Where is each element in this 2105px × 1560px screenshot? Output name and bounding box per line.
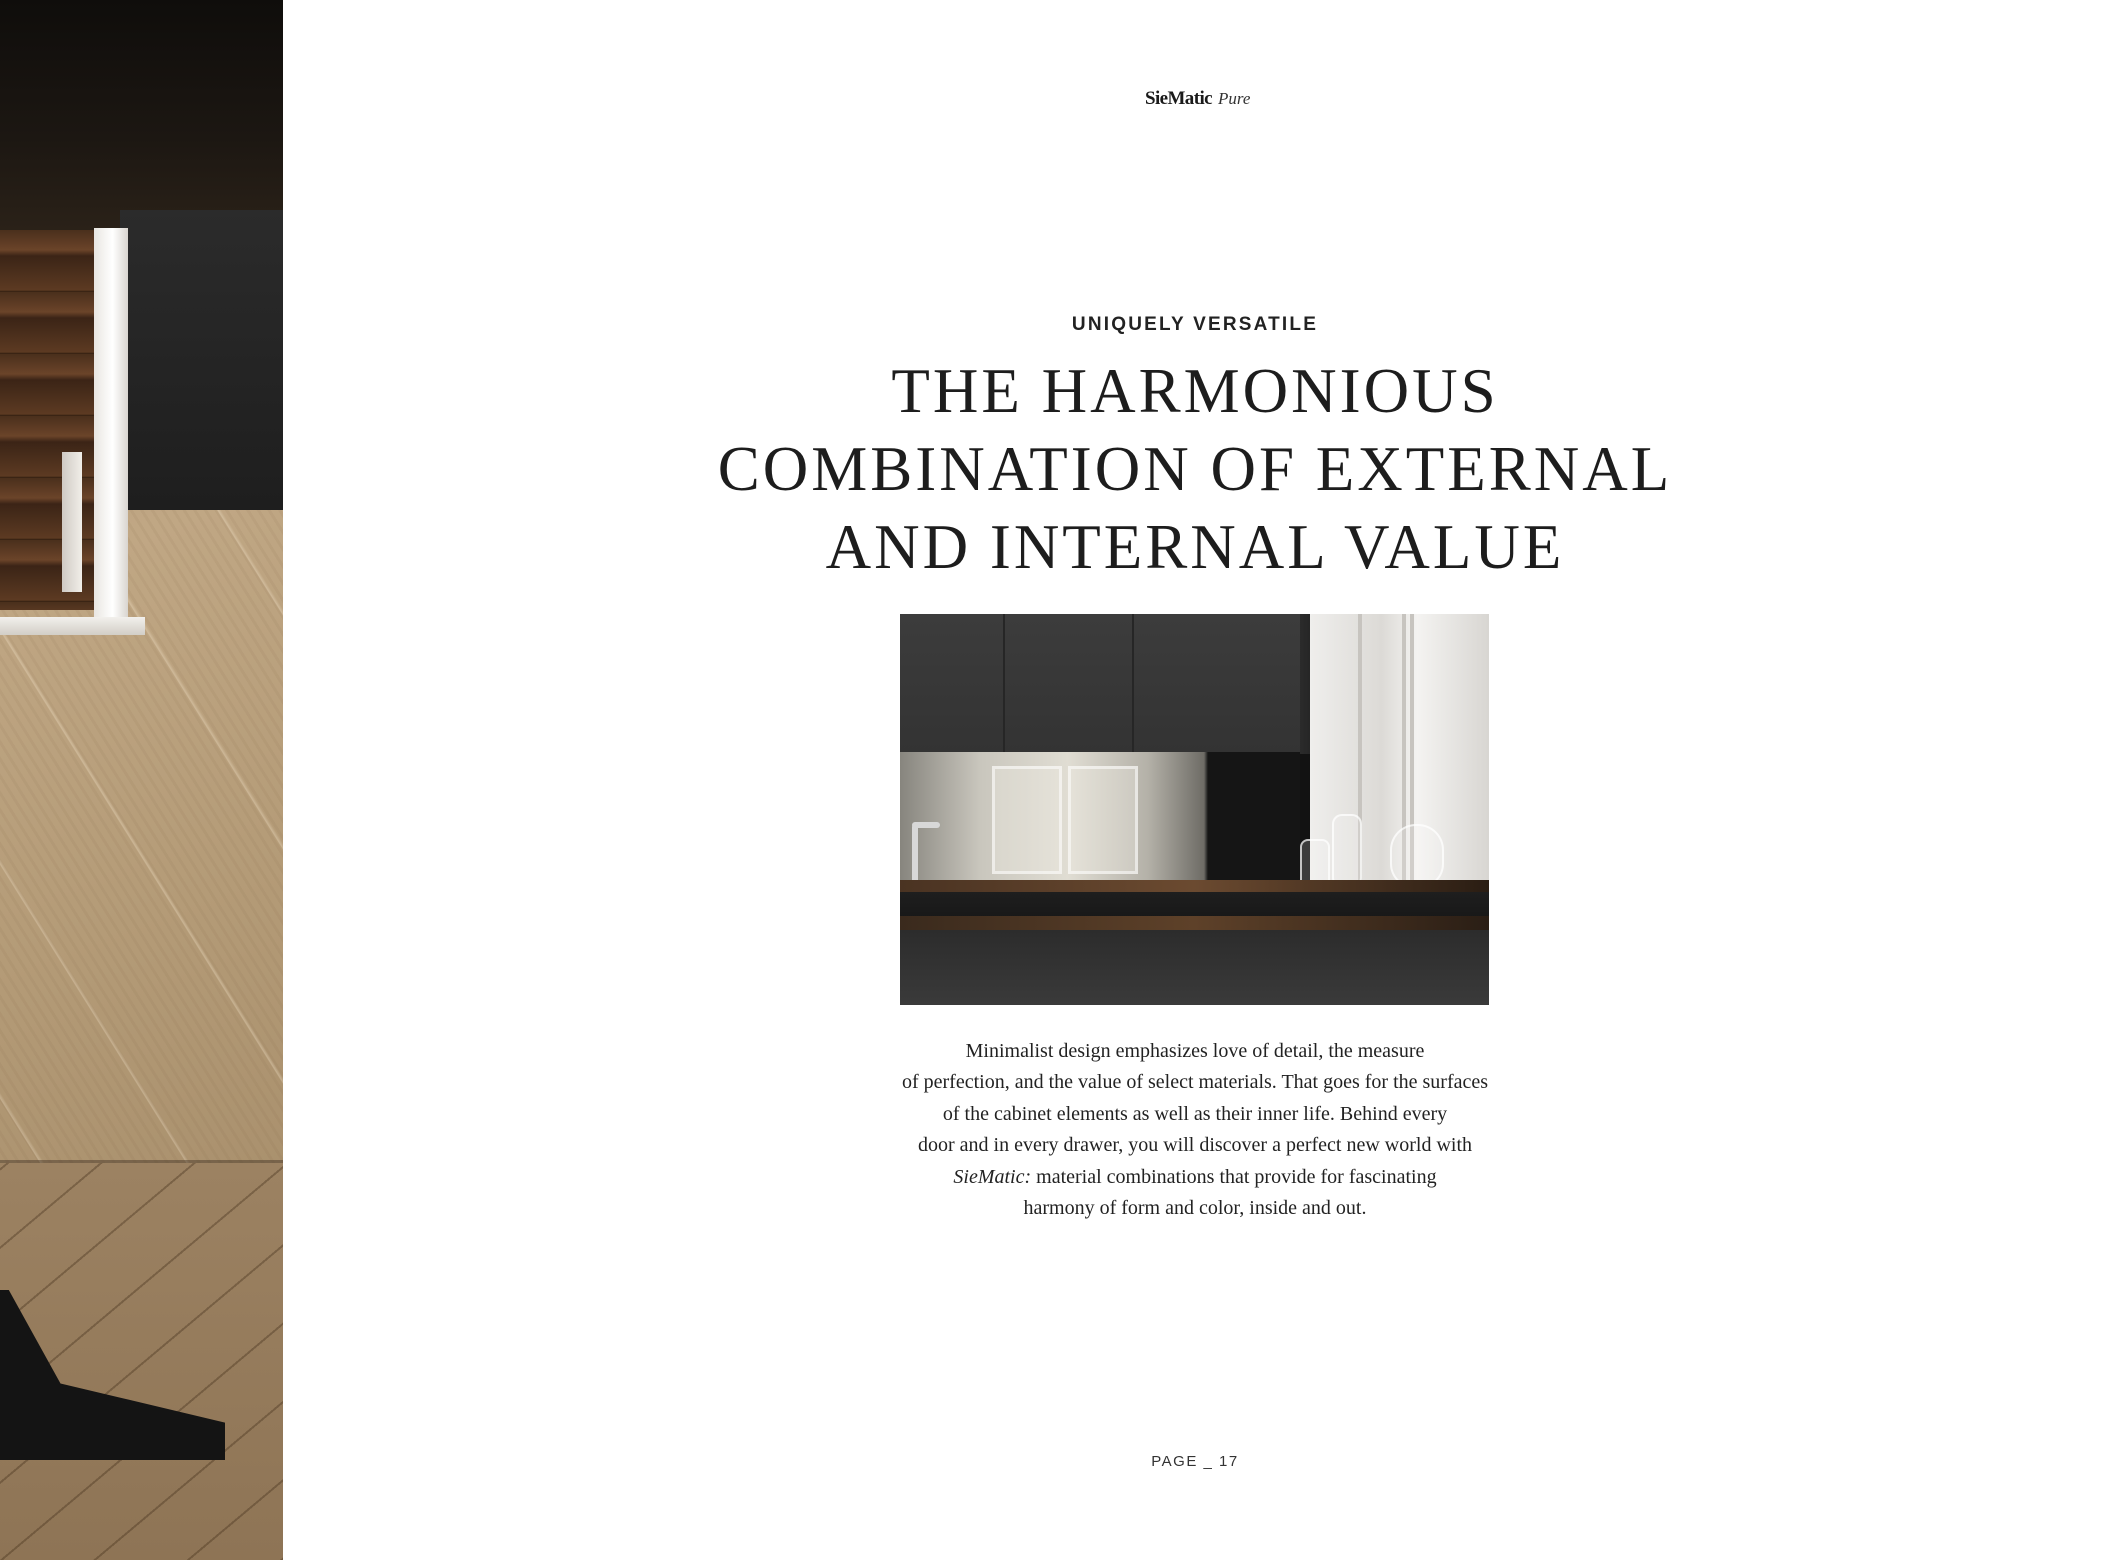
- headline-line-1: THE HARMONIOUS: [891, 356, 1499, 426]
- photo-drawer-base: [0, 617, 145, 635]
- photo-upper-cabinets: [900, 614, 1300, 752]
- photo-island-top: [900, 916, 1489, 930]
- body-brand-mention: SieMatic:: [953, 1165, 1032, 1188]
- photo-carafe: [1390, 824, 1444, 888]
- brand-logo: SieMatic: [1145, 88, 1212, 109]
- kitchen-photo: [900, 614, 1489, 1005]
- photo-decanter-2: [1332, 814, 1362, 886]
- body-line-2: of perfection, and the value of select materials. That goes for the surfaces: [901, 1071, 1489, 1094]
- photo-back-counter-top: [900, 880, 1489, 892]
- photo-dark-background: [0, 0, 283, 230]
- body-line-3: of the cabinet elements as well as their inner life. Behind every: [942, 1102, 1448, 1125]
- photo-island-front: [900, 930, 1489, 1005]
- page-number: PAGE _ 17: [1151, 1453, 1239, 1470]
- section-kicker: UNIQUELY VERSATILE: [1071, 314, 1319, 335]
- photo-cabinet: [120, 210, 283, 510]
- headline-line-2: COMBINATION OF EXTERNAL: [717, 434, 1673, 504]
- photo-faucet: [912, 824, 918, 884]
- photo-drawer-side: [94, 228, 128, 618]
- page-headline: [640, 352, 1750, 586]
- body-line-1: Minimalist design emphasizes love of detail, the measure: [965, 1040, 1425, 1062]
- body-line-6: harmony of form and color, inside and out.: [1023, 1197, 1367, 1220]
- body-paragraph: [840, 1036, 1550, 1224]
- side-photo-drawer-floor: [0, 0, 283, 1560]
- photo-faucet-spout: [912, 822, 940, 828]
- body-line-4: door and in every drawer, you will discover a perfect new world with: [917, 1134, 1472, 1157]
- brand-product-line: Pure: [1217, 89, 1251, 108]
- brand-mark: [1145, 88, 1250, 112]
- headline-line-3: AND INTERNAL VALUE: [825, 512, 1565, 582]
- photo-mirror-backsplash: [900, 752, 1300, 880]
- photo-drawer-handle: [62, 452, 82, 592]
- body-line-5: material combinations that provide for fascinating: [1031, 1165, 1437, 1188]
